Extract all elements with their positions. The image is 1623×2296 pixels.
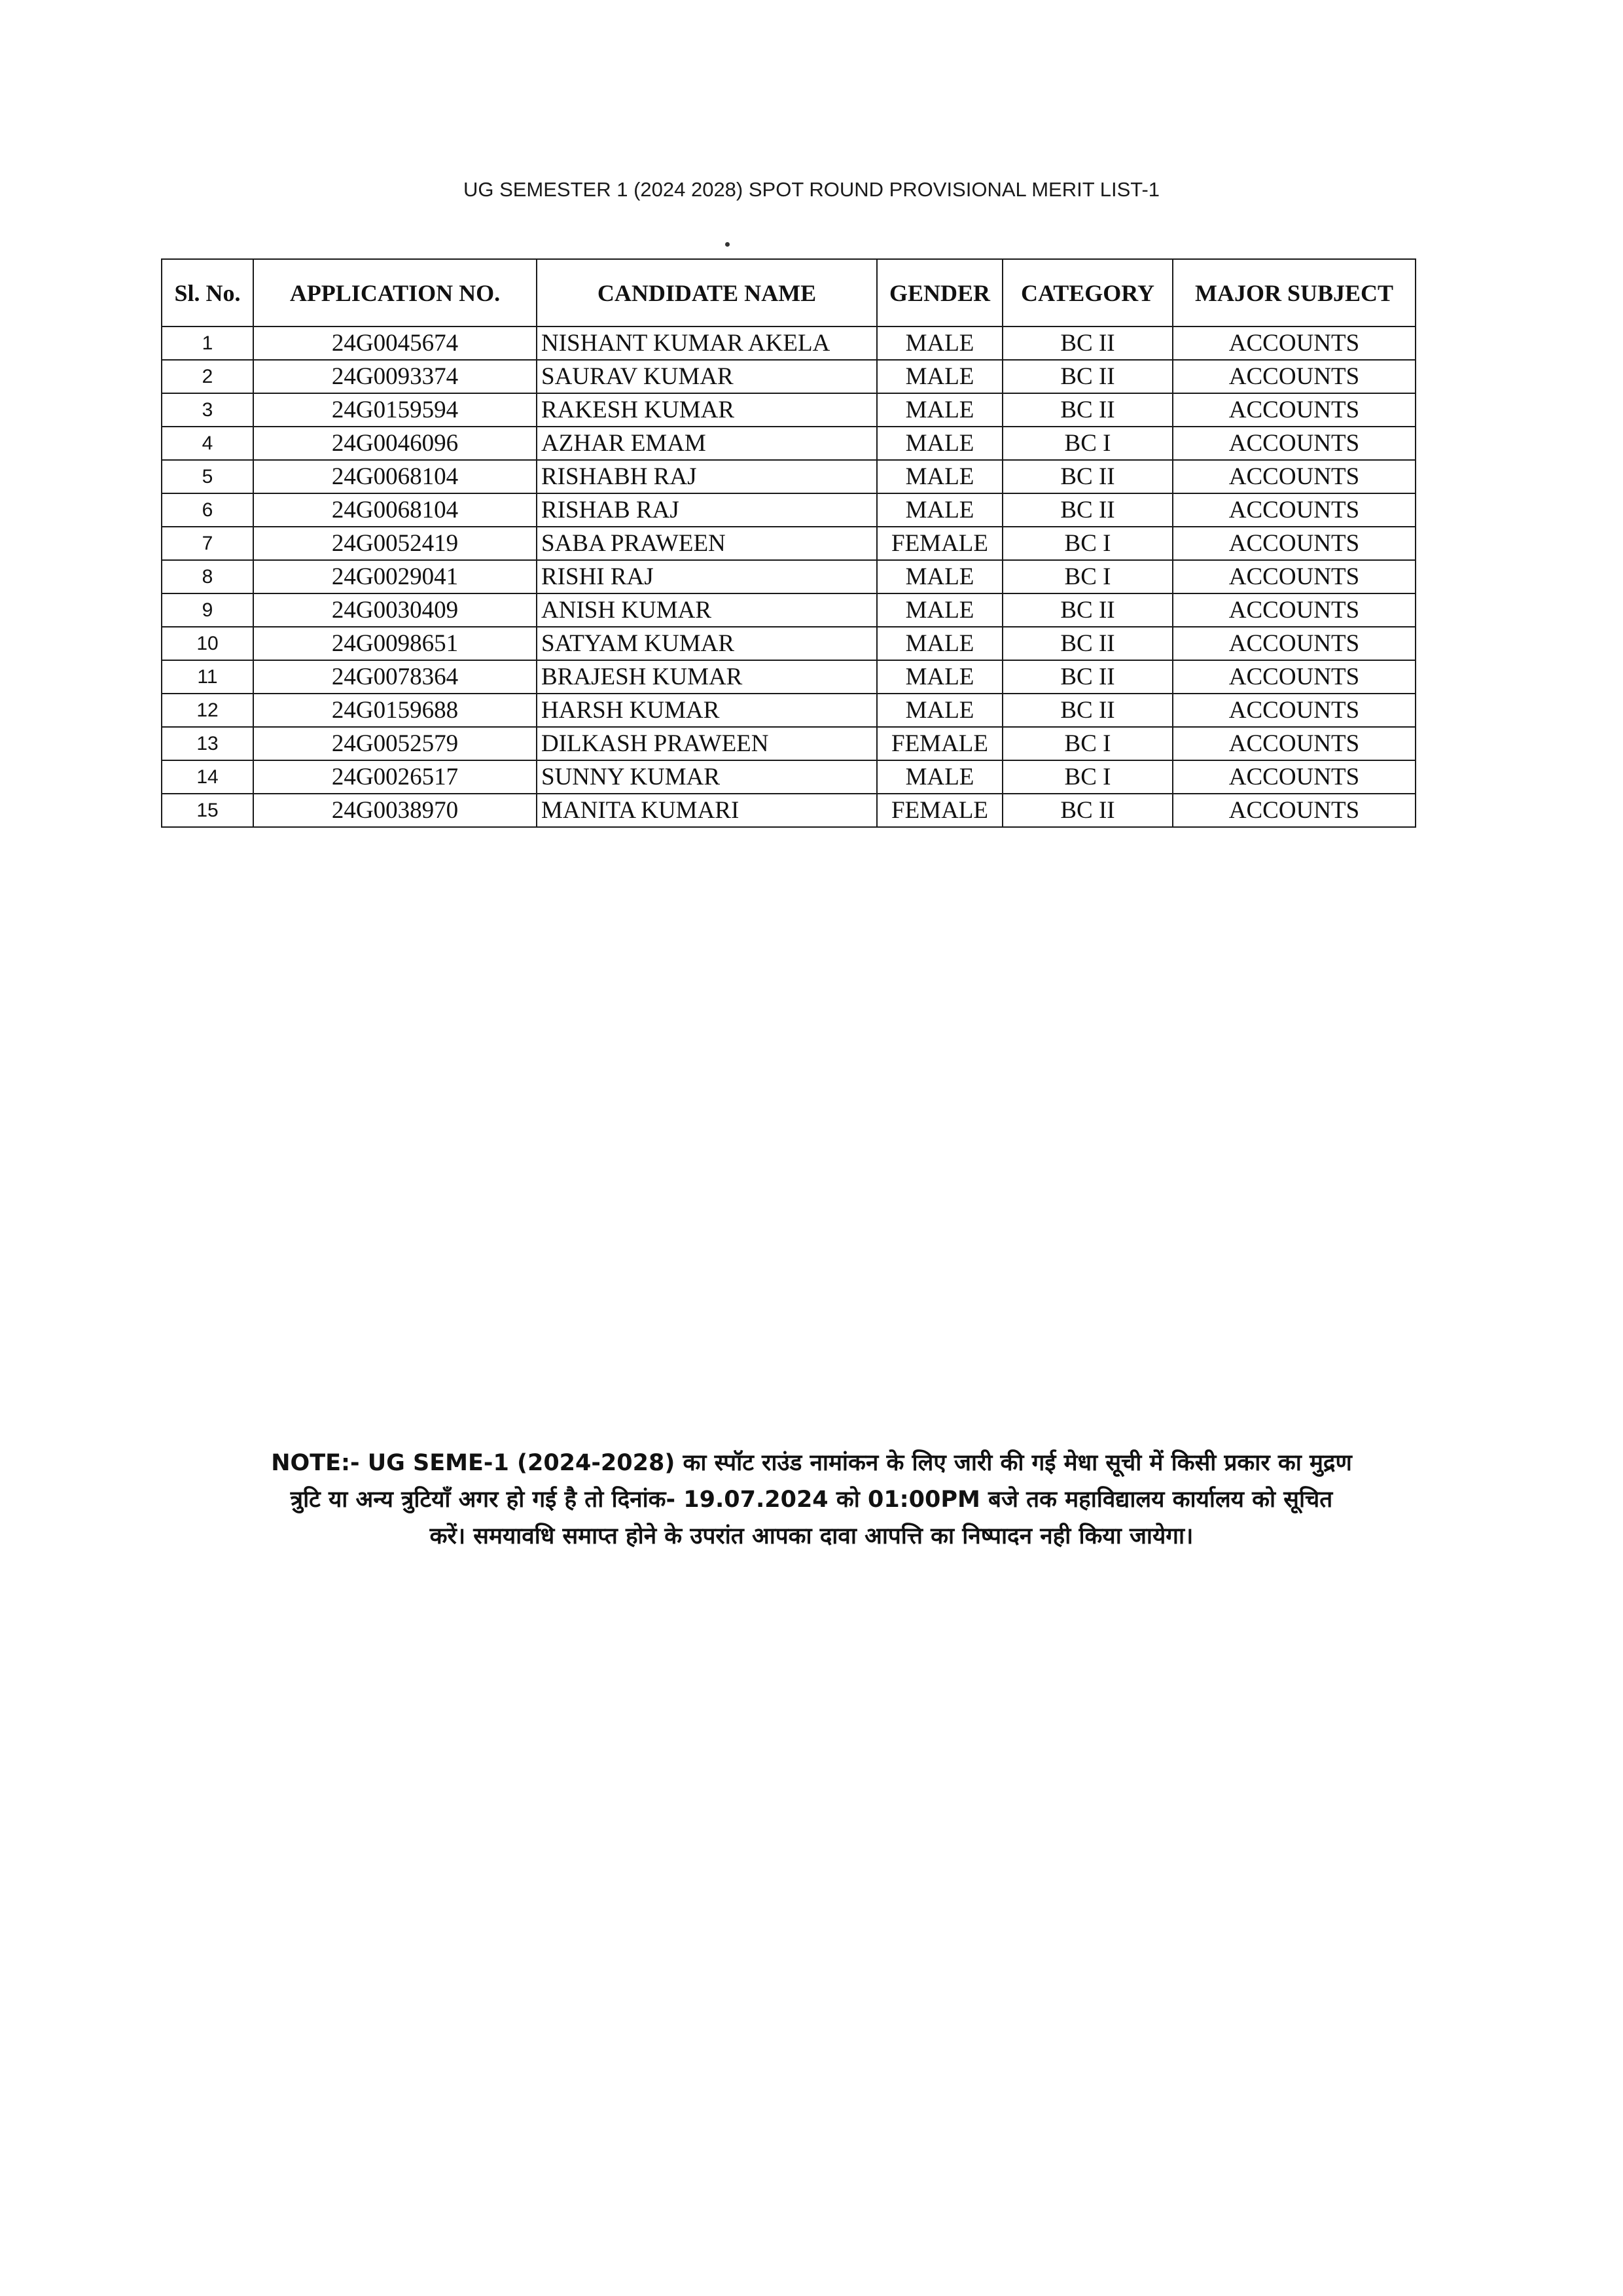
cell-gender: FEMALE [877, 527, 1003, 560]
cell-application-no: 24G0038970 [253, 794, 537, 827]
cell-sl-no: 1 [162, 327, 253, 360]
cell-application-no: 24G0045674 [253, 327, 537, 360]
cell-candidate-name: HARSH KUMAR [537, 694, 877, 727]
cell-major-subject: ACCOUNTS [1173, 760, 1416, 794]
cell-gender: MALE [877, 460, 1003, 493]
table-row [162, 327, 1416, 360]
cell-category: BC II [1003, 794, 1173, 827]
cell-sl-no: 2 [162, 360, 253, 393]
stray-dot-mark [725, 242, 730, 247]
table-row [162, 360, 1416, 393]
cell-major-subject: ACCOUNTS [1173, 627, 1416, 660]
cell-application-no: 24G0052419 [253, 527, 537, 560]
cell-sl-no: 13 [162, 727, 253, 760]
cell-category: BC I [1003, 560, 1173, 593]
cell-sl-no: 7 [162, 527, 253, 560]
cell-gender: MALE [877, 593, 1003, 627]
cell-application-no: 24G0078364 [253, 660, 537, 694]
cell-category: BC II [1003, 460, 1173, 493]
merit-list-table [161, 258, 1416, 828]
cell-category: BC II [1003, 360, 1173, 393]
note-block [0, 1445, 1623, 1555]
cell-category: BC I [1003, 727, 1173, 760]
cell-sl-no: 10 [162, 627, 253, 660]
note-line-1: NOTE:- UG SEME-1 (2024-2028) का स्पॉट राउंड नामांकन के लिए जारी की गई मेधा सूची में किसी प्रकार का मुद्रण [271, 1450, 1352, 1476]
cell-sl-no: 6 [162, 493, 253, 527]
cell-gender: FEMALE [877, 727, 1003, 760]
cell-gender: MALE [877, 560, 1003, 593]
cell-category: BC I [1003, 427, 1173, 460]
cell-gender: MALE [877, 627, 1003, 660]
cell-candidate-name: SAURAV KUMAR [537, 360, 877, 393]
cell-major-subject: ACCOUNTS [1173, 794, 1416, 827]
table-row [162, 727, 1416, 760]
cell-sl-no: 11 [162, 660, 253, 694]
cell-application-no: 24G0046096 [253, 427, 537, 460]
cell-sl-no: 5 [162, 460, 253, 493]
cell-major-subject: ACCOUNTS [1173, 427, 1416, 460]
page-title: UG SEMESTER 1 (2024 2028) SPOT ROUND PROVISIONAL MERIT LIST-1 [463, 178, 1160, 201]
table-row [162, 460, 1416, 493]
cell-category: BC I [1003, 760, 1173, 794]
table-row [162, 493, 1416, 527]
cell-application-no: 24G0098651 [253, 627, 537, 660]
cell-category: BC II [1003, 327, 1173, 360]
cell-category: BC I [1003, 527, 1173, 560]
header-application-no: APPLICATION NO. [253, 259, 537, 327]
cell-category: BC II [1003, 493, 1173, 527]
cell-gender: MALE [877, 327, 1003, 360]
cell-application-no: 24G0068104 [253, 493, 537, 527]
note-line-2: त्रुटि या अन्य त्रुटियाँ अगर हो गई है तो दिनांक- 19.07.2024 को 01:00PM बजे तक महाविद्यालय कार्यालय को सूचित [290, 1487, 1333, 1513]
cell-major-subject: ACCOUNTS [1173, 560, 1416, 593]
cell-sl-no: 9 [162, 593, 253, 627]
cell-category: BC II [1003, 593, 1173, 627]
cell-sl-no: 15 [162, 794, 253, 827]
cell-gender: MALE [877, 360, 1003, 393]
note-line-3: करें। समयावधि समाप्त होने के उपरांत आपका दावा आपत्ति का निष्पादन नही किया जायेगा। [429, 1523, 1194, 1549]
cell-gender: MALE [877, 393, 1003, 427]
header-major-subject: MAJOR SUBJECT [1173, 259, 1416, 327]
header-category: CATEGORY [1003, 259, 1173, 327]
table-row [162, 560, 1416, 593]
cell-candidate-name: BRAJESH KUMAR [537, 660, 877, 694]
cell-candidate-name: SUNNY KUMAR [537, 760, 877, 794]
table-row [162, 527, 1416, 560]
table-row [162, 627, 1416, 660]
cell-candidate-name: ANISH KUMAR [537, 593, 877, 627]
cell-sl-no: 14 [162, 760, 253, 794]
cell-category: BC II [1003, 694, 1173, 727]
cell-major-subject: ACCOUNTS [1173, 360, 1416, 393]
cell-category: BC II [1003, 393, 1173, 427]
header-candidate-name: CANDIDATE NAME [537, 259, 877, 327]
cell-candidate-name: SATYAM KUMAR [537, 627, 877, 660]
cell-major-subject: ACCOUNTS [1173, 460, 1416, 493]
table-row [162, 393, 1416, 427]
cell-application-no: 24G0093374 [253, 360, 537, 393]
cell-candidate-name: AZHAR EMAM [537, 427, 877, 460]
cell-category: BC II [1003, 627, 1173, 660]
header-sl-no: Sl. No. [162, 259, 253, 327]
cell-major-subject: ACCOUNTS [1173, 593, 1416, 627]
cell-application-no: 24G0159594 [253, 393, 537, 427]
cell-application-no: 24G0030409 [253, 593, 537, 627]
table-row [162, 694, 1416, 727]
cell-gender: MALE [877, 660, 1003, 694]
cell-candidate-name: RAKESH KUMAR [537, 393, 877, 427]
cell-candidate-name: DILKASH PRAWEEN [537, 727, 877, 760]
table-row [162, 660, 1416, 694]
cell-candidate-name: RISHABH RAJ [537, 460, 877, 493]
cell-major-subject: ACCOUNTS [1173, 527, 1416, 560]
cell-application-no: 24G0026517 [253, 760, 537, 794]
cell-major-subject: ACCOUNTS [1173, 727, 1416, 760]
cell-major-subject: ACCOUNTS [1173, 660, 1416, 694]
cell-sl-no: 4 [162, 427, 253, 460]
cell-gender: MALE [877, 427, 1003, 460]
table-body [162, 327, 1416, 827]
cell-candidate-name: RISHAB RAJ [537, 493, 877, 527]
cell-application-no: 24G0029041 [253, 560, 537, 593]
cell-category: BC II [1003, 660, 1173, 694]
cell-sl-no: 3 [162, 393, 253, 427]
cell-candidate-name: NISHANT KUMAR AKELA [537, 327, 877, 360]
cell-candidate-name: SABA PRAWEEN [537, 527, 877, 560]
cell-candidate-name: RISHI RAJ [537, 560, 877, 593]
cell-major-subject: ACCOUNTS [1173, 393, 1416, 427]
table-row [162, 794, 1416, 827]
cell-sl-no: 8 [162, 560, 253, 593]
table-row [162, 427, 1416, 460]
cell-application-no: 24G0159688 [253, 694, 537, 727]
cell-sl-no: 12 [162, 694, 253, 727]
cell-application-no: 24G0068104 [253, 460, 537, 493]
cell-candidate-name: MANITA KUMARI [537, 794, 877, 827]
header-gender: GENDER [877, 259, 1003, 327]
cell-application-no: 24G0052579 [253, 727, 537, 760]
cell-major-subject: ACCOUNTS [1173, 493, 1416, 527]
table-row [162, 760, 1416, 794]
cell-major-subject: ACCOUNTS [1173, 694, 1416, 727]
cell-gender: FEMALE [877, 794, 1003, 827]
cell-gender: MALE [877, 694, 1003, 727]
cell-gender: MALE [877, 760, 1003, 794]
cell-gender: MALE [877, 493, 1003, 527]
table-header-row [162, 259, 1416, 327]
cell-major-subject: ACCOUNTS [1173, 327, 1416, 360]
table-row [162, 593, 1416, 627]
